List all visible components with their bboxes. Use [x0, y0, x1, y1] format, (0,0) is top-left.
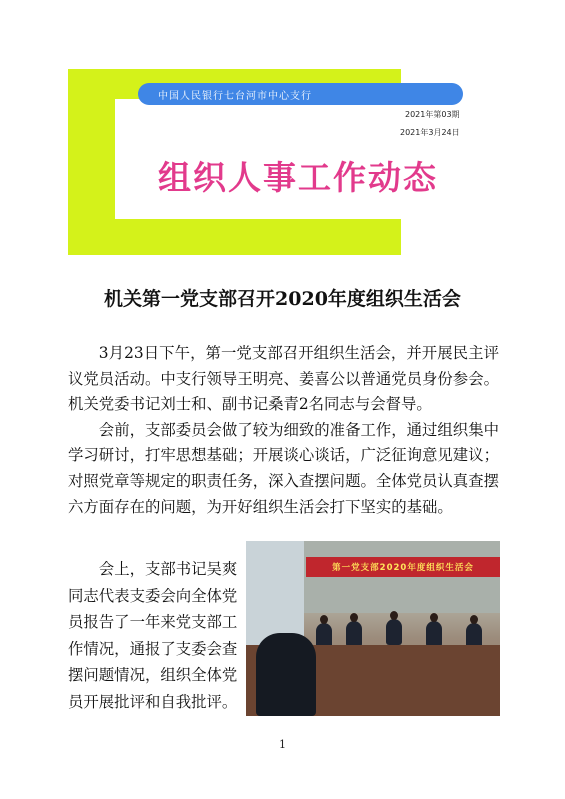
photo-banner — [306, 557, 500, 577]
photo-person — [346, 621, 362, 647]
photo-person-head — [470, 615, 478, 624]
masthead-title: 组织人事工作动态 — [158, 158, 438, 197]
paragraph: 3月23日下午，第一党支部召开组织生活会，并开展民主评议党员活动。中支行领导王明亮、姜喜公以普通党员身份参会。机关党委书记刘士和、副书记桑青2名同志与会督导。 — [68, 344, 499, 414]
article-headline: 机关第一党支部召开2020年度组织生活会 — [104, 288, 461, 310]
paragraph: 会前，支部委员会做了较为细致的准备工作，通过组织集中学习研讨，打牢思想基础；开展谈心谈话，广泛征询意见建议；对照党章等规定的职责任务，深入查摆问题。全体党员认真查摆六方面存在的问题，为开好组织生活会打下坚实的基础。 — [68, 420, 499, 516]
issue-number: 2021年第03期 — [405, 110, 460, 119]
photo-person — [426, 621, 442, 647]
photo-person-head — [430, 613, 438, 622]
photo-foreground-person — [256, 633, 316, 716]
photo-person — [386, 619, 402, 645]
issue-date: 2021年3月24日 — [400, 128, 460, 137]
side-paragraph: 会上，支部书记吴爽同志代表支委会向全体党员报告了一年来党支部工作情况，通报了支委会查摆问题情况，组织全体党员开展批评和自我批评。 — [68, 560, 238, 711]
article-body — [68, 341, 499, 520]
page-number: 1 — [279, 738, 286, 751]
organization-name: 中国人民银行七台河市中心支行 — [158, 90, 312, 102]
photo-person-head — [390, 611, 398, 620]
photo-person-head — [350, 613, 358, 622]
meeting-photo — [246, 541, 500, 716]
organization-bar — [138, 83, 463, 105]
photo-person-head — [320, 615, 328, 624]
photo-banner-text: 第一党支部2020年度组织生活会 — [332, 563, 474, 573]
